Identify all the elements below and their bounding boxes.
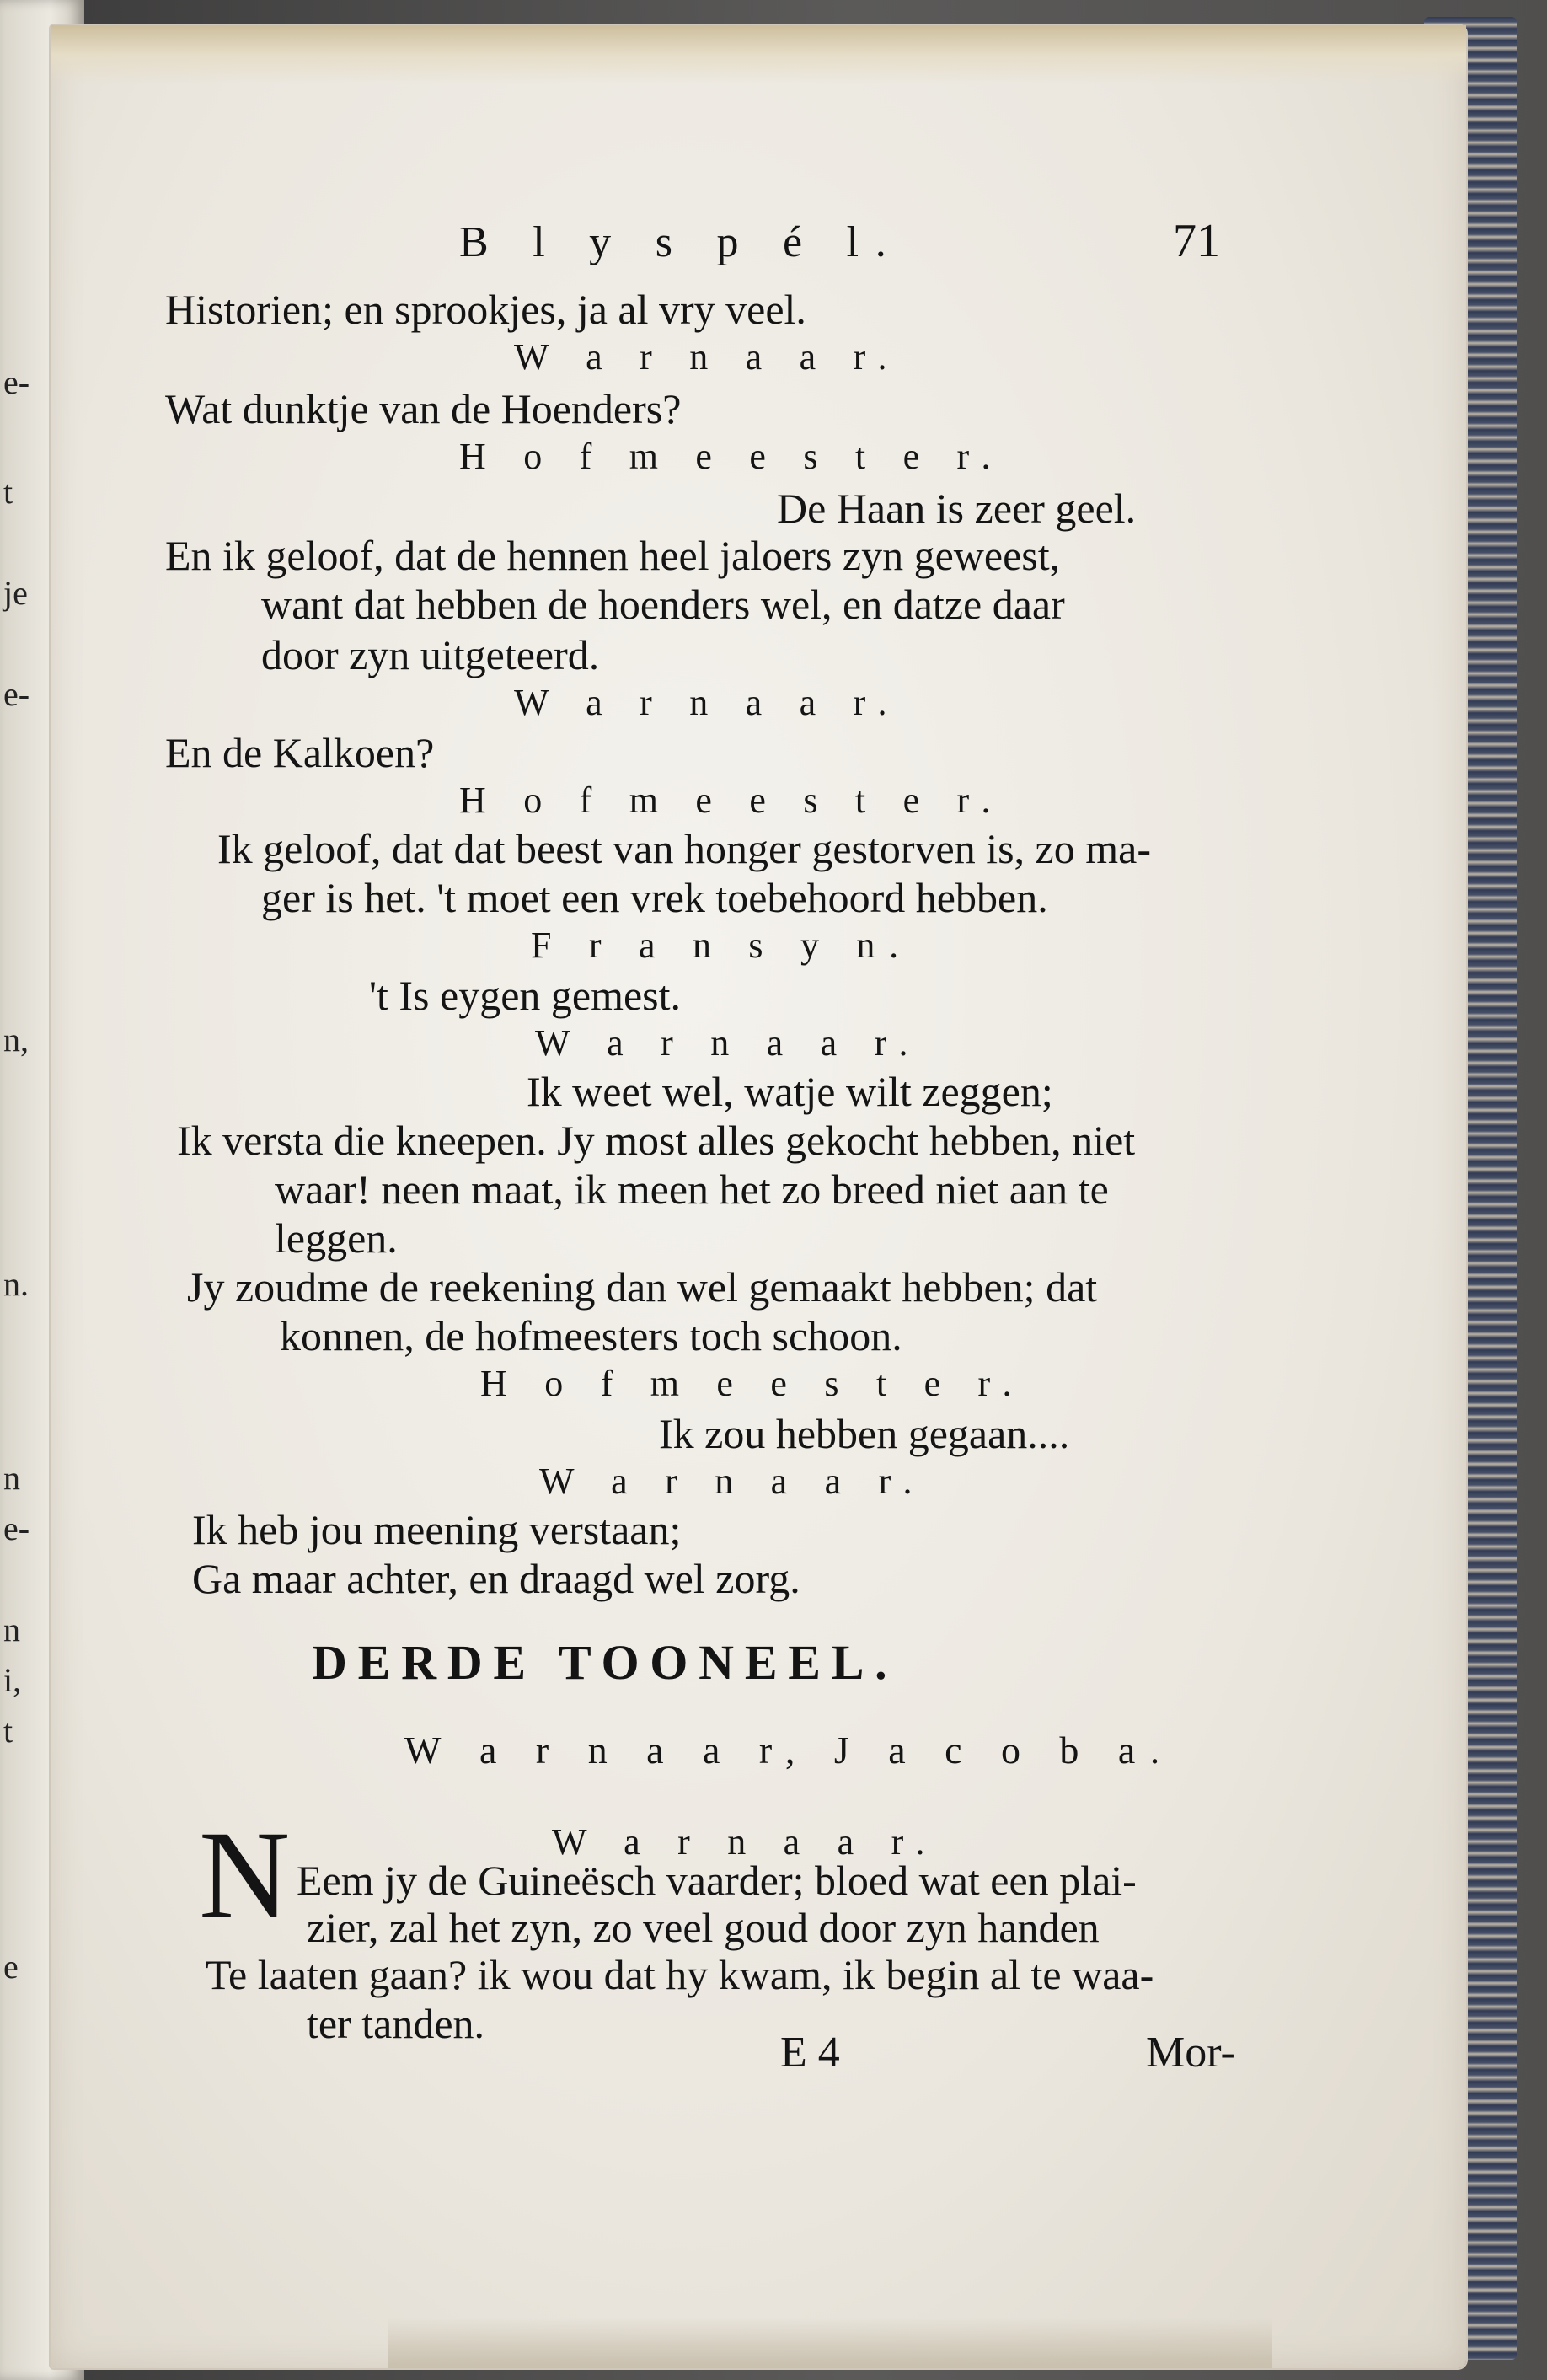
- text-line: En ik geloof, dat de hennen heel jaloers zyn geweest,: [165, 532, 1061, 579]
- signature-mark: E 4: [780, 2029, 840, 2077]
- speaker-name: W a r n a a r.: [535, 1022, 923, 1064]
- text-line: Ik weet wel, watje wilt zeggen;: [527, 1068, 1053, 1115]
- catchword: Mor-: [1146, 2029, 1235, 2077]
- text-line: Ik geloof, dat dat beest van honger gestorven is, zo ma-: [217, 825, 1151, 872]
- text-line: De Haan is zeer geel.: [777, 485, 1137, 532]
- scene-heading: DERDE TOONEEL.: [312, 1635, 898, 1690]
- text-line: door zyn uitgeteerd.: [261, 631, 600, 678]
- speaker-name: H o f m e e s t e r.: [459, 436, 1005, 477]
- page-number: 71: [1173, 215, 1220, 267]
- facing-page-fragment: t: [3, 1712, 13, 1750]
- page-top-edge: [51, 25, 1466, 84]
- text-line: Wat dunktje van de Hoenders?: [165, 385, 682, 432]
- text-line: Te laaten gaan? ik wou dat hy kwam, ik begin al te waa-: [206, 1951, 1154, 1998]
- facing-page-fragment: e-: [3, 1509, 30, 1547]
- facing-page-fragment: je: [3, 574, 28, 612]
- speaker-name: W a r n a a r.: [514, 682, 902, 723]
- text-line: Ik heb jou meening verstaan;: [192, 1506, 682, 1553]
- text-line: Ga maar achter, en draagd wel zorg.: [192, 1555, 800, 1602]
- facing-page-fragment: n.: [3, 1265, 29, 1303]
- text-line: ter tanden.: [307, 2000, 485, 2047]
- speaker-name: W a r n a a r.: [539, 1461, 927, 1502]
- facing-page-fragment: e-: [3, 675, 30, 713]
- speaker-name: W a r n a a r.: [552, 1821, 939, 1863]
- running-head-title: B l y s p é l.: [459, 218, 903, 266]
- scene-characters: W a r n a a r, J a c o b a.: [404, 1729, 1175, 1772]
- text-line: zier, zal het zyn, zo veel goud door zyn handen: [307, 1904, 1100, 1951]
- text-line: konnen, de hofmeesters toch schoon.: [280, 1312, 902, 1359]
- speaker-name: F r a n s y n.: [531, 925, 913, 966]
- text-line: ger is het. 't moet een vrek toebehoord hebben.: [261, 874, 1048, 921]
- facing-page-fragment: n,: [3, 1021, 29, 1059]
- text-line: 't Is eygen gemest.: [369, 972, 682, 1019]
- speaker-name: W a r n a a r.: [514, 336, 902, 378]
- facing-page-fragment: e: [3, 1948, 19, 1986]
- facing-page-fragment: n: [3, 1611, 20, 1648]
- speaker-name: H o f m e e s t e r.: [480, 1363, 1026, 1404]
- text-line: En de Kalkoen?: [165, 729, 435, 776]
- text-line: waar! neen maat, ik meen het zo breed niet aan te: [275, 1166, 1109, 1213]
- text-line: Jy zoudme de reekening dan wel gemaakt hebben; dat: [187, 1263, 1098, 1311]
- speaker-name: H o f m e e s t e r.: [459, 780, 1005, 821]
- text-line: Historien; en sprookjes, ja al vry veel.: [165, 286, 806, 333]
- drop-cap: N: [199, 1805, 291, 1945]
- text-line: Eem jy de Guineësch vaarder; bloed wat een plai-: [297, 1857, 1137, 1904]
- facing-page-fragment: n: [3, 1459, 20, 1497]
- text-line: Ik versta die kneepen. Jy most alles gekocht hebben, niet: [177, 1117, 1136, 1164]
- page-bottom-shadow: [388, 2318, 1272, 2368]
- text-line: Ik zou hebben gegaan....: [659, 1410, 1070, 1457]
- facing-page-fragment: t: [3, 473, 13, 511]
- facing-page-fragment: i,: [3, 1661, 22, 1699]
- facing-page-fragment: e-: [3, 363, 30, 401]
- text-line: leggen.: [275, 1214, 398, 1262]
- text-line: want dat hebben de hoenders wel, en datze daar: [261, 581, 1065, 628]
